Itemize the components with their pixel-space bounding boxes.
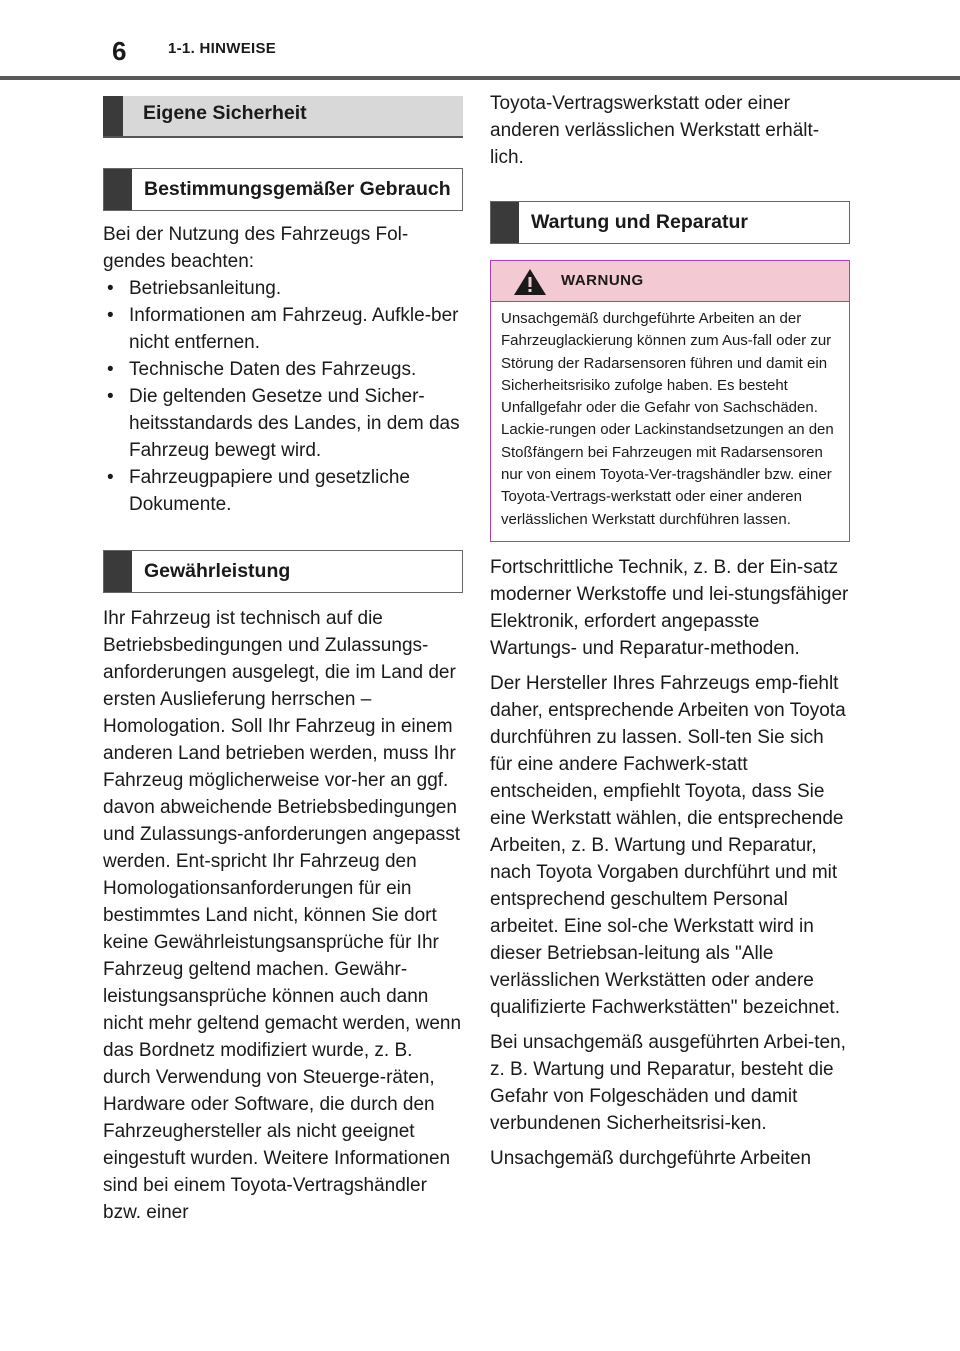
list-item: • Betriebsanleitung.	[103, 275, 463, 302]
list-item: • Informationen am Fahrzeug. Aufkle-ber nicht entfernen.	[103, 302, 463, 356]
subsection-title-bar	[104, 169, 132, 210]
usage-list	[103, 275, 463, 518]
warning-box	[490, 260, 850, 542]
subsection-title-bar	[491, 202, 519, 243]
subsection-title-text: Wartung und Reparatur	[531, 211, 749, 233]
section-title-text: Eigene Sicherheit	[143, 102, 307, 124]
continuation-paragraph: Toyota-Vertragswerkstatt oder einer anderen verlässlichen Werkstatt erhält-lich.	[490, 93, 820, 168]
subsection-title-text: Gewährleistung	[144, 560, 291, 582]
page-header	[0, 0, 960, 80]
subsection-title-gewaehrleistung	[103, 550, 463, 593]
usage-intro: Bei der Nutzung des Fahrzeugs Fol-gendes beachten:	[103, 224, 409, 272]
left-column	[103, 96, 463, 1226]
warning-text: Unsachgemäß durchgeführte Arbeiten an der Fahrzeuglackierung können zum Aus-fall oder zur Störung der Radarsensoren führen und damit ein Sicherheitsrisiko zufolge haben. Es besteht Unfallgefahr oder die Gefahr von Sachschäden. Lackie-rungen oder Lackinstandsetzungen an den Stoßfängern bei Fahrzeugen mit Radarsensoren nur von einem Toyota-Ver-tragshändler bzw. einer Toyota-Vertrags-werkstatt oder einer anderen verlässlichen Werkstatt durchführen lassen.	[501, 310, 834, 528]
subsection-title-text: Bestimmungsgemäßer Gebrauch	[144, 178, 451, 200]
subsection-title-gebrauch	[103, 168, 463, 211]
warning-header	[491, 261, 849, 302]
list-item: • Die geltenden Gesetze und Sicher-heitsstandards des Landes, in dem das Fahrzeug bewegt wird.	[103, 383, 463, 464]
paragraph: Unsachgemäß durchgeführte Arbeiten	[490, 1147, 812, 1169]
warning-label: WARNUNG	[561, 272, 644, 289]
paragraph: Bei unsachgemäß ausgeführten Arbei-ten, z. B. Wartung und Reparatur, besteht die Gefahr von Folgeschäden und damit verbundenen Sicherheitsrisi-ken.	[490, 1031, 846, 1134]
paragraph: Der Hersteller Ihres Fahrzeugs emp-fiehlt daher, entsprechende Arbeiten von Toyota durchführen zu lassen. Soll-ten Sie sich für eine andere Fachwerk-statt entscheiden, empfiehlt Toyota, dass Sie eine Werkstatt wählen, die entsprechende Arbeiten, z. B. Wartung und Reparatur, nach Toyota Vorgaben durchführt und mit entsprechend geschultem Personal arbeitet. Eine sol-che Werkstatt wird in dieser Betriebsan-leitung als "Alle verlässlichen Werkstätten oder andere qualifizierte Fachwerkstätten" bezeichnet.	[490, 672, 846, 1018]
subsection-title-bar	[104, 551, 132, 592]
chapter-title: 1-1. HINWEISE	[168, 40, 277, 57]
list-item: • Fahrzeugpapiere und gesetzliche Dokumente.	[103, 464, 463, 518]
section-title-eigene-sicherheit	[103, 96, 463, 138]
subsection-title-wartung	[490, 201, 850, 244]
list-item: • Technische Daten des Fahrzeugs.	[103, 356, 463, 383]
warning-triangle-icon	[513, 268, 547, 296]
header-rule	[0, 76, 960, 80]
warranty-paragraph: Ihr Fahrzeug ist technisch auf die Betriebsbedingungen und Zulassungs-anforderungen ausgelegt, die im Land der ersten Auslieferung herrschen – Homologation. Soll Ihr Fahrzeug in einem anderen Land betrieben werden, muss Ihr Fahrzeug möglicherweise vor-her an ggf. davon abweichende Betriebsbedingungen und Zulassungs-anforderungen angepasst werden. Ent-spricht Ihr Fahrzeug den Homologationsanforderungen für ein bestimmtes Land nicht, können Sie dort keine Gewährleistungsansprüche für Ihr Fahrzeug geltend machen. Gewähr-leistungsansprüche können auch dann nicht mehr geltend gemacht werden, wenn das Bordnetz modifiziert wurde, z. B. durch Verwendung von Steuerge-räten, Hardware oder Software, die durch den Fahrzeughersteller als nicht geeignet eingestuft wurden. Weitere Informationen sind bei einem Toyota-Vertragshändler bzw. einer	[103, 608, 462, 1223]
page-number: 6	[112, 36, 127, 66]
right-column	[490, 90, 850, 1172]
section-title-bar	[103, 96, 123, 136]
paragraph: Fortschrittliche Technik, z. B. der Ein-satz moderner Werkstoffe und lei-stungsfähiger Elektronik, erfordert angepasste Wartungs- und Reparatur-methoden.	[490, 556, 849, 659]
